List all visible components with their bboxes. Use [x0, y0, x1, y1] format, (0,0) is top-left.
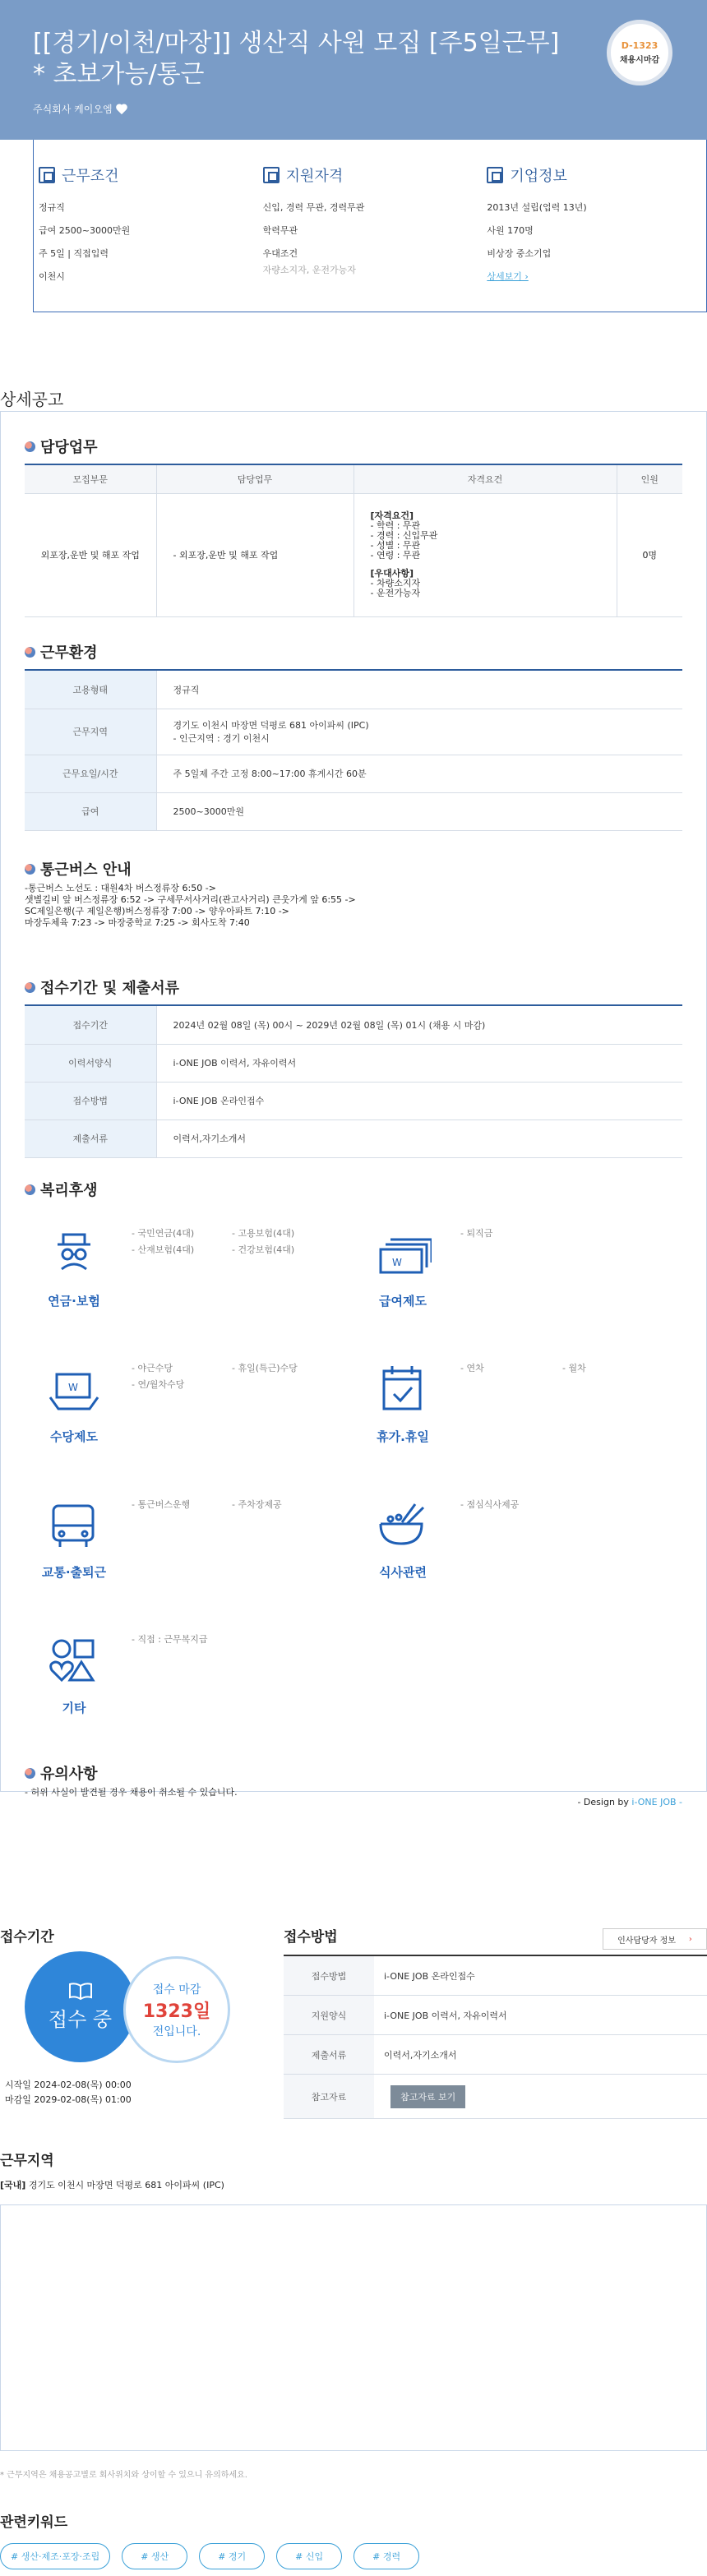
qualifications-title: 지원자격	[285, 168, 344, 185]
row-value	[156, 709, 682, 755]
row-key: 제출서류	[25, 1119, 156, 1157]
status-circle	[25, 1951, 136, 2062]
keyword-list	[0, 2543, 419, 2569]
welfare-item: - 고용보험(4대)	[232, 1228, 295, 1239]
notice-text: - 허위 사실이 발견될 경우 채용이 취소될 수 있습니다.	[25, 1787, 238, 1798]
deadline-circle	[123, 1956, 230, 2063]
person-icon	[263, 167, 280, 183]
svg-text:W: W	[392, 1257, 402, 1268]
company-info	[482, 164, 706, 312]
qualifications	[258, 164, 483, 312]
book-icon	[68, 1982, 93, 2000]
duty-table	[25, 465, 682, 617]
row-value: 2024년 02월 08일 (목) 00시 ~ 2029년 02월 08일 (목) 01시 (채용 시 마감)	[156, 1006, 682, 1044]
row-value: 정규직	[156, 671, 682, 709]
deadline-days: 1323일	[142, 2001, 211, 2022]
dday-label: 채용시마감	[619, 56, 660, 65]
row-value: 주 5일제 주간 고정 8:00~17:00 휴게시간 60분	[156, 755, 682, 792]
work-item: 정규직	[39, 202, 65, 213]
welfare-item: - 직접 : 근무복지급	[132, 1634, 208, 1645]
row-value: i-ONE JOB 이력서, 자유이력서	[156, 1044, 682, 1082]
row-value: i-ONE JOB 온라인접수	[384, 1970, 475, 1982]
bullet-icon	[25, 864, 35, 875]
welfare-item: - 퇴직금	[460, 1228, 493, 1239]
env-table	[25, 671, 682, 831]
row-key: 참고자료	[284, 2075, 374, 2118]
end-date: 마감일 2029-02-08(목) 01:00	[5, 2094, 132, 2105]
row-key: 접수기간	[25, 1006, 156, 1044]
qual-note: 자량소지자, 운전가능자	[262, 265, 356, 275]
duty-qual	[354, 493, 617, 616]
row-key: 근무요일/시간	[25, 755, 156, 792]
welfare-item: - 산재보험(4대)	[132, 1244, 195, 1255]
duty-task: - 외포장,운반 및 해포 작업	[156, 493, 354, 616]
company-info-title: 기업정보	[510, 168, 567, 185]
row-value: 이력서,자기소개서	[384, 2049, 457, 2061]
deadline-label: 접수 마감	[152, 1983, 201, 1997]
welfare-item: - 국민연금(4대)	[132, 1228, 195, 1239]
welfare-heading-text: 복리후생	[40, 1182, 98, 1199]
status-text: 접수 중	[48, 2008, 113, 2031]
duty-heading-text: 담당업무	[40, 439, 98, 456]
location-text: 경기도 이천시 마장면 덕평로 681 아이파씨 (IPC)	[173, 720, 369, 731]
pref-line: - 차량소지자	[370, 578, 421, 589]
qual-line: - 학력 : 무관	[370, 520, 421, 531]
apply-heading-text: 접수기간 및 제출서류	[40, 980, 180, 997]
company-detail-link[interactable]: 상세보기 ›	[487, 271, 529, 282]
welfare-item: - 통근버스운행	[132, 1499, 191, 1510]
apply-heading	[25, 976, 179, 998]
keyword-tag[interactable]: # 경기	[199, 2543, 265, 2569]
location-address: 경기도 이천시 마장면 덕평로 681 아이파씨 (IPC)	[28, 2180, 224, 2191]
work-conditions-title: 근무조건	[62, 168, 119, 185]
row-key: 지원양식	[284, 1996, 374, 2034]
col-header: 모집부문	[25, 465, 156, 493]
row-key: 제출서류	[284, 2035, 374, 2074]
design-brand: i-ONE JOB	[631, 1797, 677, 1807]
company-item: 사원 170명	[487, 225, 534, 236]
welfare-label: 휴가.휴일	[377, 1429, 429, 1444]
method-row	[284, 2035, 707, 2075]
chevron-right-icon: ›	[688, 1934, 692, 1944]
env-heading-text: 근무환경	[40, 644, 98, 662]
duty-count: 0명	[617, 493, 682, 616]
env-heading	[25, 641, 98, 662]
design-credit	[577, 1797, 682, 1807]
bus-line: SC제일은행(구 제일은행)버스정류장 7:00 -> 양우아파트 7:10 ->	[25, 906, 289, 916]
row-key: 근무지역	[25, 709, 156, 755]
bus-line: -통근버스 노선도 : 대원4차 버스정류장 6:50 ->	[25, 883, 216, 893]
col-header: 인원	[617, 465, 682, 493]
keyword-tag[interactable]: # 생산·제조·포장·조립	[0, 2543, 110, 2569]
keyword-tag[interactable]: # 신입	[276, 2543, 342, 2569]
welfare-item: - 점심식사제공	[460, 1499, 520, 1510]
pref-head: [우대사항]	[370, 568, 414, 579]
contact-button-label: 인사담당자 정보	[617, 1936, 676, 1946]
dday-badge	[607, 20, 672, 85]
row-key: 고용형태	[25, 671, 156, 709]
row-value: 이력서,자기소개서	[156, 1119, 682, 1157]
welfare-label: 식사관련	[379, 1565, 427, 1580]
company-name-row[interactable]	[33, 102, 128, 116]
work-item: 이천시	[39, 271, 65, 282]
keyword-tag[interactable]: # 경력	[354, 2543, 419, 2569]
location-note: * 근무지역은 채용공고별로 회사위치와 상이할 수 있으니 유의하세요.	[0, 2471, 247, 2480]
qual-line: - 연령 : 무관	[370, 550, 421, 561]
period-heading: 접수기간	[0, 1929, 54, 1946]
col-header: 담당업무	[156, 465, 354, 493]
bus-route	[25, 883, 356, 929]
method-row	[284, 2075, 707, 2119]
welfare-label: 급여제도	[379, 1294, 427, 1309]
row-value: 2500~3000만원	[156, 792, 682, 830]
bus-line: 마장두체육 7:23 -> 마장중학교 7:25 -> 회사도착 7:40	[25, 917, 250, 928]
location-address-row	[0, 2178, 224, 2191]
design-suffix: -	[676, 1797, 682, 1807]
duty-heading	[25, 436, 98, 457]
row-key: 급여	[25, 792, 156, 830]
shapes-icon	[45, 1636, 103, 1685]
building-icon	[39, 167, 55, 183]
work-item: 주 5일 | 직접입력	[39, 248, 109, 259]
row-value: i-ONE JOB 이력서, 자유이력서	[384, 2010, 507, 2021]
welfare-item: - 연/월차수당	[132, 1379, 185, 1390]
summary-panel	[33, 140, 707, 312]
keywords-heading: 관련키워드	[0, 2514, 68, 2531]
duty-dept: 외포장,운반 및 해포 작업	[25, 493, 156, 616]
bullet-icon	[25, 441, 35, 452]
method-heading: 접수방법	[284, 1929, 338, 1946]
pension-icon	[45, 1228, 103, 1277]
welfare-item: - 주차장제공	[232, 1499, 282, 1510]
qual-item: 우대조건	[262, 248, 298, 259]
work-item: 급여 2500~3000만원	[39, 225, 131, 236]
welfare-label: 연금·보험	[48, 1294, 100, 1309]
design-prefix: - Design by	[577, 1797, 632, 1807]
dday-count: D-1323	[621, 40, 658, 51]
location-tag: [국내]	[0, 2180, 26, 2191]
company-item: 2013년 설립(업력 13년)	[487, 202, 587, 213]
qual-item: 학력무관	[262, 225, 298, 236]
bullet-icon	[25, 1184, 35, 1195]
bus-heading-text: 통근버스 안내	[40, 861, 132, 879]
row-value: i-ONE JOB 온라인접수	[156, 1082, 682, 1119]
welfare-label: 기타	[62, 1701, 86, 1715]
salary-icon	[374, 1233, 432, 1282]
qual-line: - 경력 : 신입무관	[370, 530, 438, 541]
deadline-sub: 전입니다.	[152, 2024, 201, 2038]
welfare-item: - 휴일(특근)수당	[232, 1363, 298, 1373]
map-area[interactable]	[0, 2204, 707, 2451]
work-conditions	[34, 164, 258, 312]
row-key: 이력서양식	[25, 1044, 156, 1082]
welfare-item: - 연차	[460, 1363, 484, 1373]
keyword-tag[interactable]: # 생산	[122, 2543, 187, 2569]
method-table	[284, 1956, 707, 2119]
reference-button[interactable]: 참고자료 보기	[390, 2085, 465, 2108]
job-header	[0, 0, 707, 140]
contact-button[interactable]	[603, 1928, 707, 1950]
company-name[interactable]: 주식회사 케이오엠	[33, 104, 113, 115]
detail-section-title: 상세공고	[0, 390, 64, 409]
qual-line: - 성별 : 무관	[370, 540, 421, 551]
job-title: [[경기/이천/마장]] 생산직 사원 모집 [주5일근무] * 초보가능/통근	[33, 29, 560, 89]
company-item: 비상장 중소기업	[487, 248, 552, 259]
welfare-heading	[25, 1179, 98, 1200]
row-key: 접수방법	[25, 1082, 156, 1119]
bus-icon	[45, 1501, 103, 1550]
row-key: 접수방법	[284, 1956, 374, 1995]
welfare-item: - 월차	[562, 1363, 586, 1373]
bus-heading	[25, 858, 132, 879]
qual-head: [자격요건]	[370, 510, 414, 521]
bullet-icon	[25, 982, 35, 993]
bus-line: 샛별길비 앞 버스정류장 6:52 -> 구세무서사거리(관고사거리) 큰웃가게 앞 6:55 ->	[25, 894, 356, 905]
welfare-label: 교통·출퇴근	[41, 1565, 107, 1580]
welfare-label: 수당제도	[50, 1429, 98, 1444]
heart-icon[interactable]	[117, 104, 128, 115]
notice-heading	[25, 1762, 98, 1784]
apply-table	[25, 1006, 682, 1158]
bullet-icon	[25, 1768, 35, 1779]
notice-heading-text: 유의사항	[40, 1766, 98, 1783]
method-row	[284, 1956, 707, 1996]
qual-item: 신입, 경력 무관, 경력무관	[262, 202, 365, 213]
welfare-item: - 야근수당	[132, 1363, 173, 1373]
method-row	[284, 1996, 707, 2035]
svg-text:W: W	[68, 1382, 78, 1393]
company-icon	[487, 167, 503, 183]
calendar-icon	[374, 1364, 432, 1414]
row-value	[374, 2085, 465, 2108]
location-heading: 근무지역	[0, 2153, 54, 2169]
location-sub: - 인근지역 : 경기 이천시	[173, 733, 270, 744]
welfare-item: - 건강보험(4대)	[232, 1244, 295, 1255]
pref-line: - 운전가능자	[370, 588, 421, 598]
allowance-icon	[45, 1364, 103, 1414]
meal-icon	[374, 1501, 432, 1550]
bullet-icon	[25, 647, 35, 658]
col-header: 자격요건	[354, 465, 617, 493]
start-date: 시작일 2024-02-08(목) 00:00	[5, 2080, 132, 2090]
